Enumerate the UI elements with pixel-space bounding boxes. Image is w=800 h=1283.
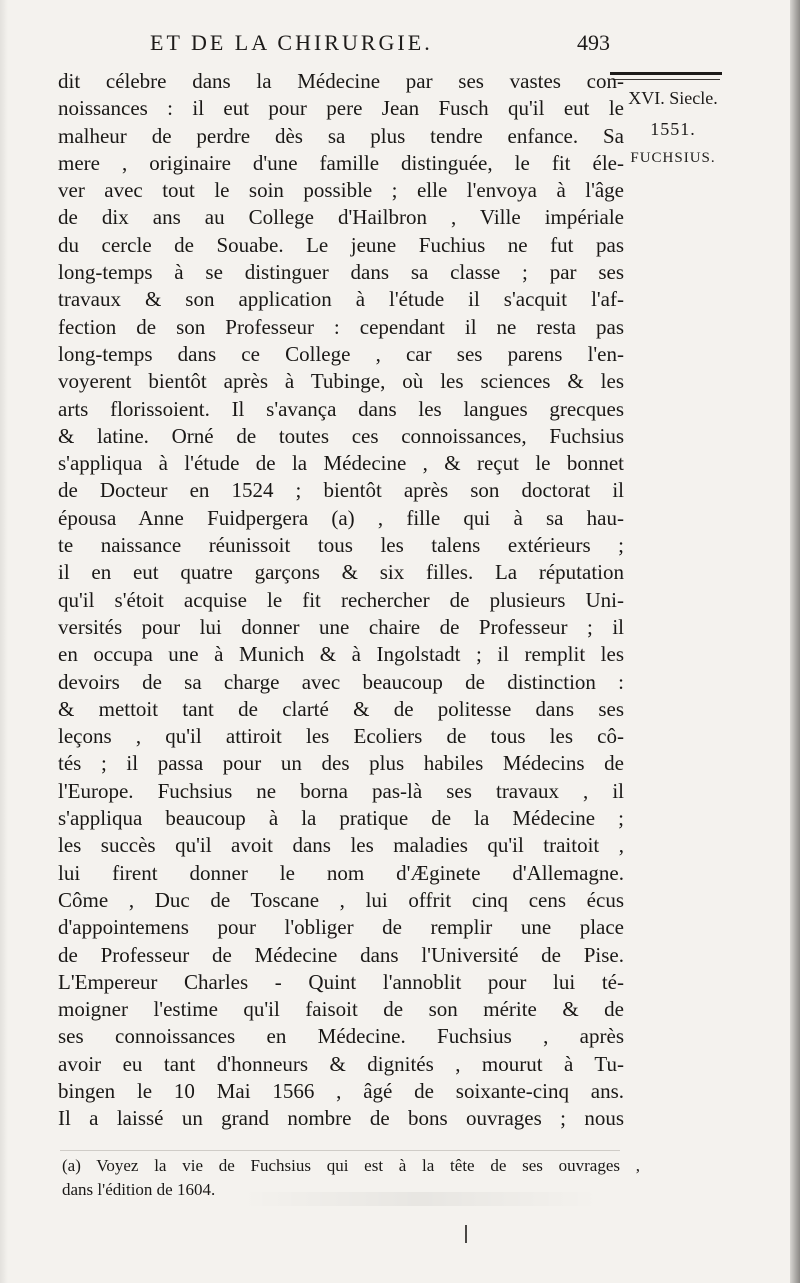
text-line: bingen le 10 Mai 1566 , âgé de soixante-cinq ans. — [58, 1078, 624, 1103]
text-line: d'appointemens pour l'obliger de remplir une place — [58, 915, 624, 940]
text-line: ver avec tout le soin possible ; elle l'envoya à l'âge — [58, 178, 624, 203]
text-line: travaux & son application à l'étude il s'acquit l'af- — [58, 287, 624, 312]
text-line: ses connoissances en Médecine. Fuchsius , après — [58, 1024, 624, 1049]
text-line: devoirs de sa charge avec beaucoup de distinction : — [58, 669, 624, 694]
footnote-rule — [60, 1150, 620, 1151]
text-line: tés ; il passa pour un des plus habiles Médecins de — [58, 751, 624, 776]
text-line: fection de son Professeur : cependant il ne resta pas — [58, 314, 624, 339]
text-line: versités pour lui donner une chaire de Professeur ; il — [58, 614, 624, 639]
text-line: s'appliqua à l'étude de la Médecine , & reçut le bonnet — [58, 451, 624, 476]
page-number: 493 — [577, 30, 610, 55]
text-line: long-temps dans ce College , car ses parens l'en- — [58, 341, 624, 366]
text-line: épousa Anne Fuidpergera (a) , fille qui à sa hau- — [58, 505, 624, 530]
text-line: voyerent bientôt après à Tubinge, où les sciences & les — [58, 369, 624, 394]
text-line: L'Empereur Charles - Quint l'annoblit pour lui té- — [58, 969, 624, 994]
text-line: Côme , Duc de Toscane , lui offrit cinq cens écus — [58, 887, 624, 912]
text-line: malheur de perdre dès sa plus tendre enfance. Sa — [58, 123, 624, 148]
show-through-bleed — [240, 1192, 600, 1206]
text-line: dit célebre dans la Médecine par ses vastes con- — [58, 69, 624, 93]
page-left-edge — [0, 0, 8, 1283]
text-line: de Docteur en 1524 ; bientôt après son doctorat il — [58, 478, 624, 503]
margin-rule — [610, 72, 722, 75]
text-line: avoir eu tant d'honneurs & dignités , mourut à Tu- — [58, 1051, 624, 1076]
text-line: leçons , qu'il attiroit les Ecoliers de tous les cô- — [58, 724, 624, 749]
text-line: Il a laissé un grand nombre de bons ouvrages ; nous — [58, 1106, 624, 1131]
printer-mark — [465, 1225, 467, 1243]
text-line: les succès qu'il avoit dans les maladies qu'il traitoit , — [58, 833, 624, 858]
page-binding-shadow — [790, 0, 800, 1283]
text-line: s'appliqua beaucoup à la pratique de la Médecine ; — [58, 806, 624, 831]
margin-notes — [612, 88, 734, 167]
text-line: lui firent donner le nom d'Æginete d'Allemagne. — [58, 860, 624, 885]
text-line: de Professeur de Médecine dans l'Université de Pise. — [58, 942, 624, 967]
body-text — [58, 68, 624, 1133]
running-head: ET DE LA CHIRURGIE. — [150, 30, 433, 55]
text-line: noissances : il eut pour pere Jean Fusch qu'il eut le — [58, 96, 624, 121]
text-line: du cercle de Souabe. Le jeune Fuchius ne fut pas — [58, 232, 624, 257]
text-line: mere , originaire d'une famille distinguée, le fit éle- — [58, 150, 624, 175]
text-line: de dix ans au College d'Hailbron , Ville impériale — [58, 205, 624, 230]
text-line: te naissance réunissoit tous les talens extérieurs ; — [58, 533, 624, 558]
footnote-line: (a) Voyez la vie de Fuchsius qui est à la tête de ses ouvrages , — [62, 1156, 640, 1175]
text-line: qu'il s'étoit acquise le fit rechercher de plusieurs Uni- — [58, 587, 624, 612]
margin-note-year: 1551. — [650, 119, 696, 139]
footnote-line: dans l'édition de 1604. — [62, 1180, 216, 1199]
text-line: & latine. Orné de toutes ces connoissances, Fuchsius — [58, 423, 624, 448]
text-line: & mettoit tant de clarté & de politesse dans ses — [58, 696, 624, 721]
text-line: long-temps à se distinguer dans sa classe ; par ses — [58, 260, 624, 285]
margin-note-century: XVI. Siecle. — [628, 88, 718, 108]
text-line: arts florissoient. Il s'avança dans les langues grecques — [58, 396, 624, 421]
text-line: en occupa une à Munich & à Ingolstadt ; il remplit les — [58, 642, 624, 667]
text-line: l'Europe. Fuchsius ne borna pas-là ses travaux , il — [58, 778, 624, 803]
margin-rule-thin — [614, 79, 720, 80]
page-header — [150, 30, 610, 64]
margin-note-name: FUCHSIUS. — [630, 150, 716, 166]
text-line: moigner l'estime qu'il faisoit de son mérite & de — [58, 997, 624, 1022]
text-line: il en eut quatre garçons & six filles. La réputation — [58, 560, 624, 585]
